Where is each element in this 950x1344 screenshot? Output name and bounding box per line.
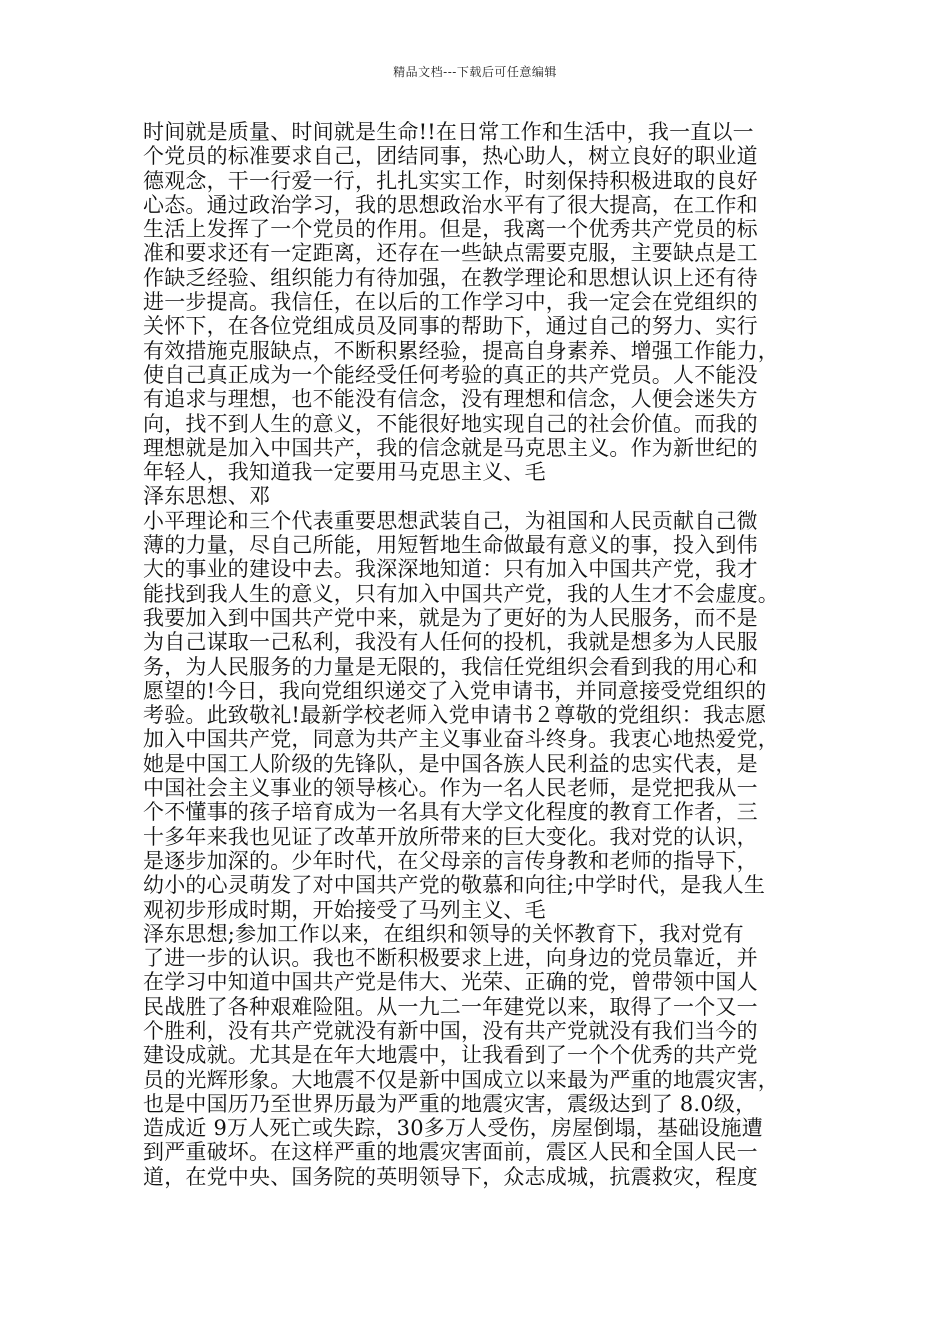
text-line: 为自己谋取一己私利，我没有人任何的投机，我就是想多为人民服 <box>143 630 758 655</box>
text-line: 个胜利，没有共产党就没有新中国，没有共产党就没有我们当今的 <box>143 1018 758 1043</box>
text-line: 使自己真正成为一个能经受任何考验的真正的共产党员。人不能没 <box>143 362 758 387</box>
text-line: 我要加入到中国共产党中来，就是为了更好的为人民服务，而不是 <box>143 605 758 630</box>
text-line: 年轻人，我知道我一定要用马克思主义、毛 <box>143 460 546 485</box>
text-line: 个党员的标准要求自己，团结同事，热心助人，树立良好的职业道 <box>143 144 758 169</box>
text-line: 加入中国共产党，同意为共产主义事业奋斗终身。我衷心地热爱党， <box>143 727 779 752</box>
text-line: 泽东思想、邓 <box>143 484 271 509</box>
text-line: 有效措施克服缺点，不断积累经验，提高自身素养、增强工作能力， <box>143 338 779 363</box>
text-line: 进一步提高。我信任，在以后的工作学习中，我一定会在党组织的 <box>143 290 758 315</box>
text-line: 道，在党中央、国务院的英明领导下，众志成城，抗震救灾，程度 <box>143 1164 758 1189</box>
text-line: 务，为人民服务的力量是无限的，我信任党组织会看到我的用心和 <box>143 654 758 679</box>
document-body <box>143 120 823 1189</box>
text-line: 心态。通过政治学习，我的思想政治水平有了很大提高，在工作和 <box>143 192 758 217</box>
text-line: 民战胜了各种艰难险阻。从一九二一年建党以来，取得了一个又一 <box>143 994 758 1019</box>
text-line: 关怀下，在各位党组成员及同事的帮助下，通过自己的努力、实行 <box>143 314 758 339</box>
text-line: 员的光辉形象。大地震不仅是新中国成立以来最为严重的地震灾害， <box>143 1067 779 1092</box>
text-line: 中国社会主义事业的领导核心。作为一名人民老师，是党把我从一 <box>143 776 758 801</box>
text-line: 小平理论和三个代表重要思想武装自己，为祖国和人民贡献自己微 <box>143 508 758 533</box>
text-line: 作缺乏经验、组织能力有待加强，在教学理论和思想认识上还有待 <box>143 265 758 290</box>
text-line: 愿望的!今日，我向党组织递交了入党申请书，并同意接受党组织的 <box>143 678 767 703</box>
text-line: 建设成就。尤其是在年大地震中，让我看到了一个个优秀的共产党 <box>143 1043 758 1068</box>
text-line: 理想就是加入中国共产，我的信念就是马克思主义。作为新世纪的 <box>143 435 758 460</box>
text-line: 她是中国工人阶级的先锋队，是中国各族人民利益的忠实代表，是 <box>143 751 758 776</box>
text-line: 是逐步加深的。少年时代，在父母亲的言传身教和老师的指导下， <box>143 848 758 873</box>
text-line: 到严重破坏。在这样严重的地震灾害面前，震区人民和全国人民一 <box>143 1140 758 1165</box>
text-line: 幼小的心灵萌发了对中国共产党的敬慕和向往;中学时代，是我人生 <box>143 873 766 898</box>
text-line: 观初步形成时期，开始接受了马列主义、毛 <box>143 897 546 922</box>
text-line: 大的事业的建设中去。我深深地知道：只有加入中国共产党，我才 <box>143 557 758 582</box>
text-line: 准和要求还有一定距离，还存在一些缺点需要克服，主要缺点是工 <box>143 241 758 266</box>
text-line: 有追求与理想，也不能没有信念，没有理想和信念，人便会迷失方 <box>143 387 758 412</box>
text-line: 德观念，干一行爱一行，扎扎实实工作，时刻保持积极进取的良好 <box>143 168 758 193</box>
text-line: 能找到我人生的意义，只有加入中国共产党，我的人生才不会虚度。 <box>143 581 779 606</box>
text-line: 十多年来我也见证了改革开放所带来的巨大变化。我对党的认识， <box>143 824 758 849</box>
text-line: 泽东思想;参加工作以来，在组织和领导的关怀教育下，我对党有 <box>143 921 744 946</box>
text-line: 个不懂事的孩子培育成为一名具有大学文化程度的教育工作者，三 <box>143 800 758 825</box>
text-line: 也是中国历乃至世界历最为严重的地震灾害，震级达到了 8.0级， <box>143 1091 757 1116</box>
text-line: 薄的力量，尽自己所能，用短暂地生命做最有意义的事，投入到伟 <box>143 533 758 558</box>
text-line: 时间就是质量、时间就是生命!!在日常工作和生活中，我一直以一 <box>143 120 754 144</box>
text-line: 向，找不到人生的意义，不能很好地实现自己的社会价值。而我的 <box>143 411 758 436</box>
text-line: 考验。此致敬礼!最新学校老师入党申请书２尊敬的党组织：我志愿 <box>143 703 767 728</box>
text-line: 生活上发挥了一个党员的作用。但是，我离一个优秀共产党员的标 <box>143 217 758 242</box>
page-header: 精品文档---下载后可任意编辑 <box>393 65 557 79</box>
text-line: 在学习中知道中国共产党是伟大、光荣、正确的党，曾带领中国人 <box>143 970 758 995</box>
text-line: 造成近 9万人死亡或失踪，30多万人受伤，房屋倒塌，基础设施遭 <box>143 1116 763 1141</box>
text-line: 了进一步的认识。我也不断积极要求上进，向身边的党员靠近，并 <box>143 946 758 971</box>
